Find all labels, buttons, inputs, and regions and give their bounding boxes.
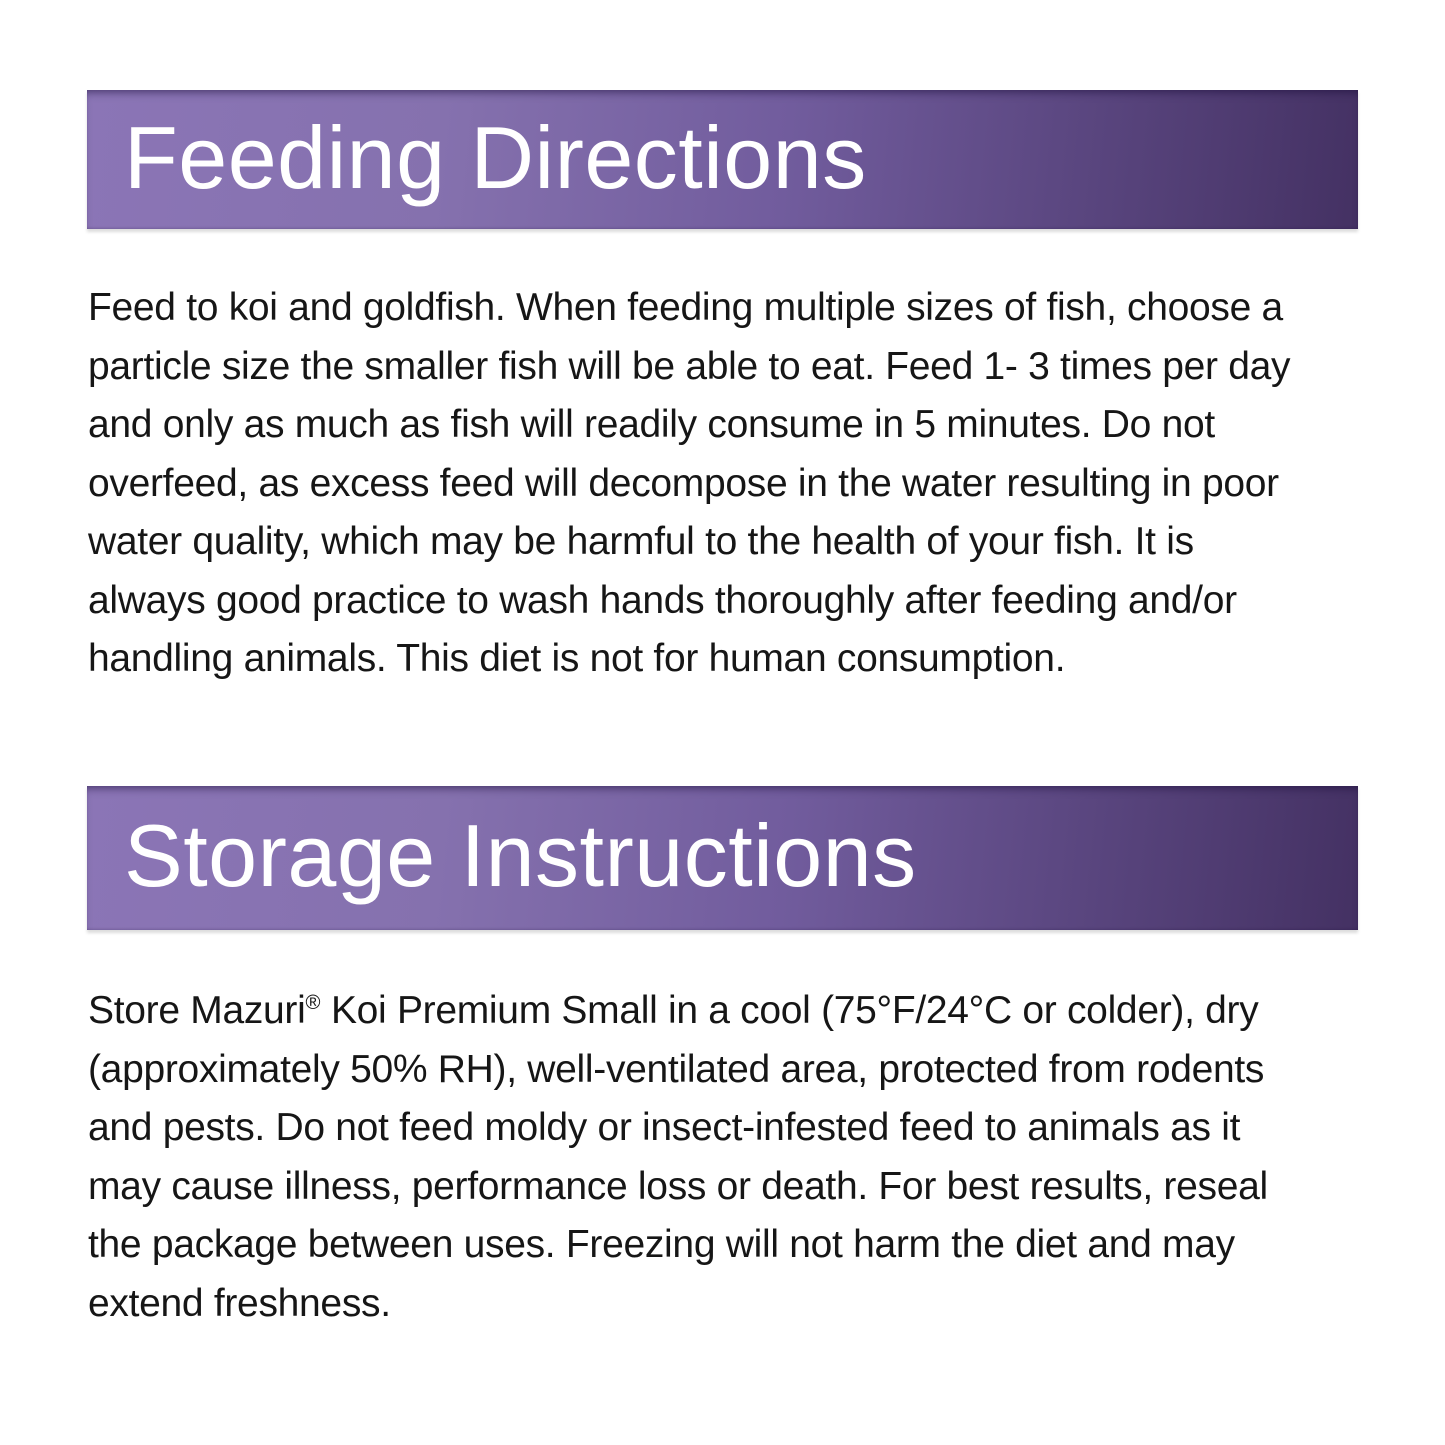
feeding-directions-text: Feed to koi and goldfish. When feeding multiple sizes of fish, choose a particle size the smaller fish will be able to eat. Feed 1- 3 times per day and only as much as fish will readily consume in 5 minutes. Do not overfeed, as excess feed will decompose in the water resulting in poor water quality, which may be harmful to the health of your fish. It is always good practice to wash hands thoroughly after feeding and/or handling animals. This diet is not for human consumption. [88, 286, 1291, 680]
feeding-directions-banner [87, 90, 1358, 229]
feeding-directions-title: Feeding Directions [124, 107, 867, 207]
storage-instructions-title: Storage Instructions [124, 806, 917, 905]
storage-instructions-banner [87, 786, 1358, 930]
storage-instructions-text: Store Mazuri® Koi Premium Small in a cool (75°F/24°C or colder), dry (approximately 50% RH), well-ventilated area, protected from rodents and pests. Do not feed moldy or insect-infested feed to animals as it may cause illness, performance loss or death. For best results, reseal the package between uses. Freezing will not harm the diet and may extend freshness. [88, 989, 1268, 1325]
